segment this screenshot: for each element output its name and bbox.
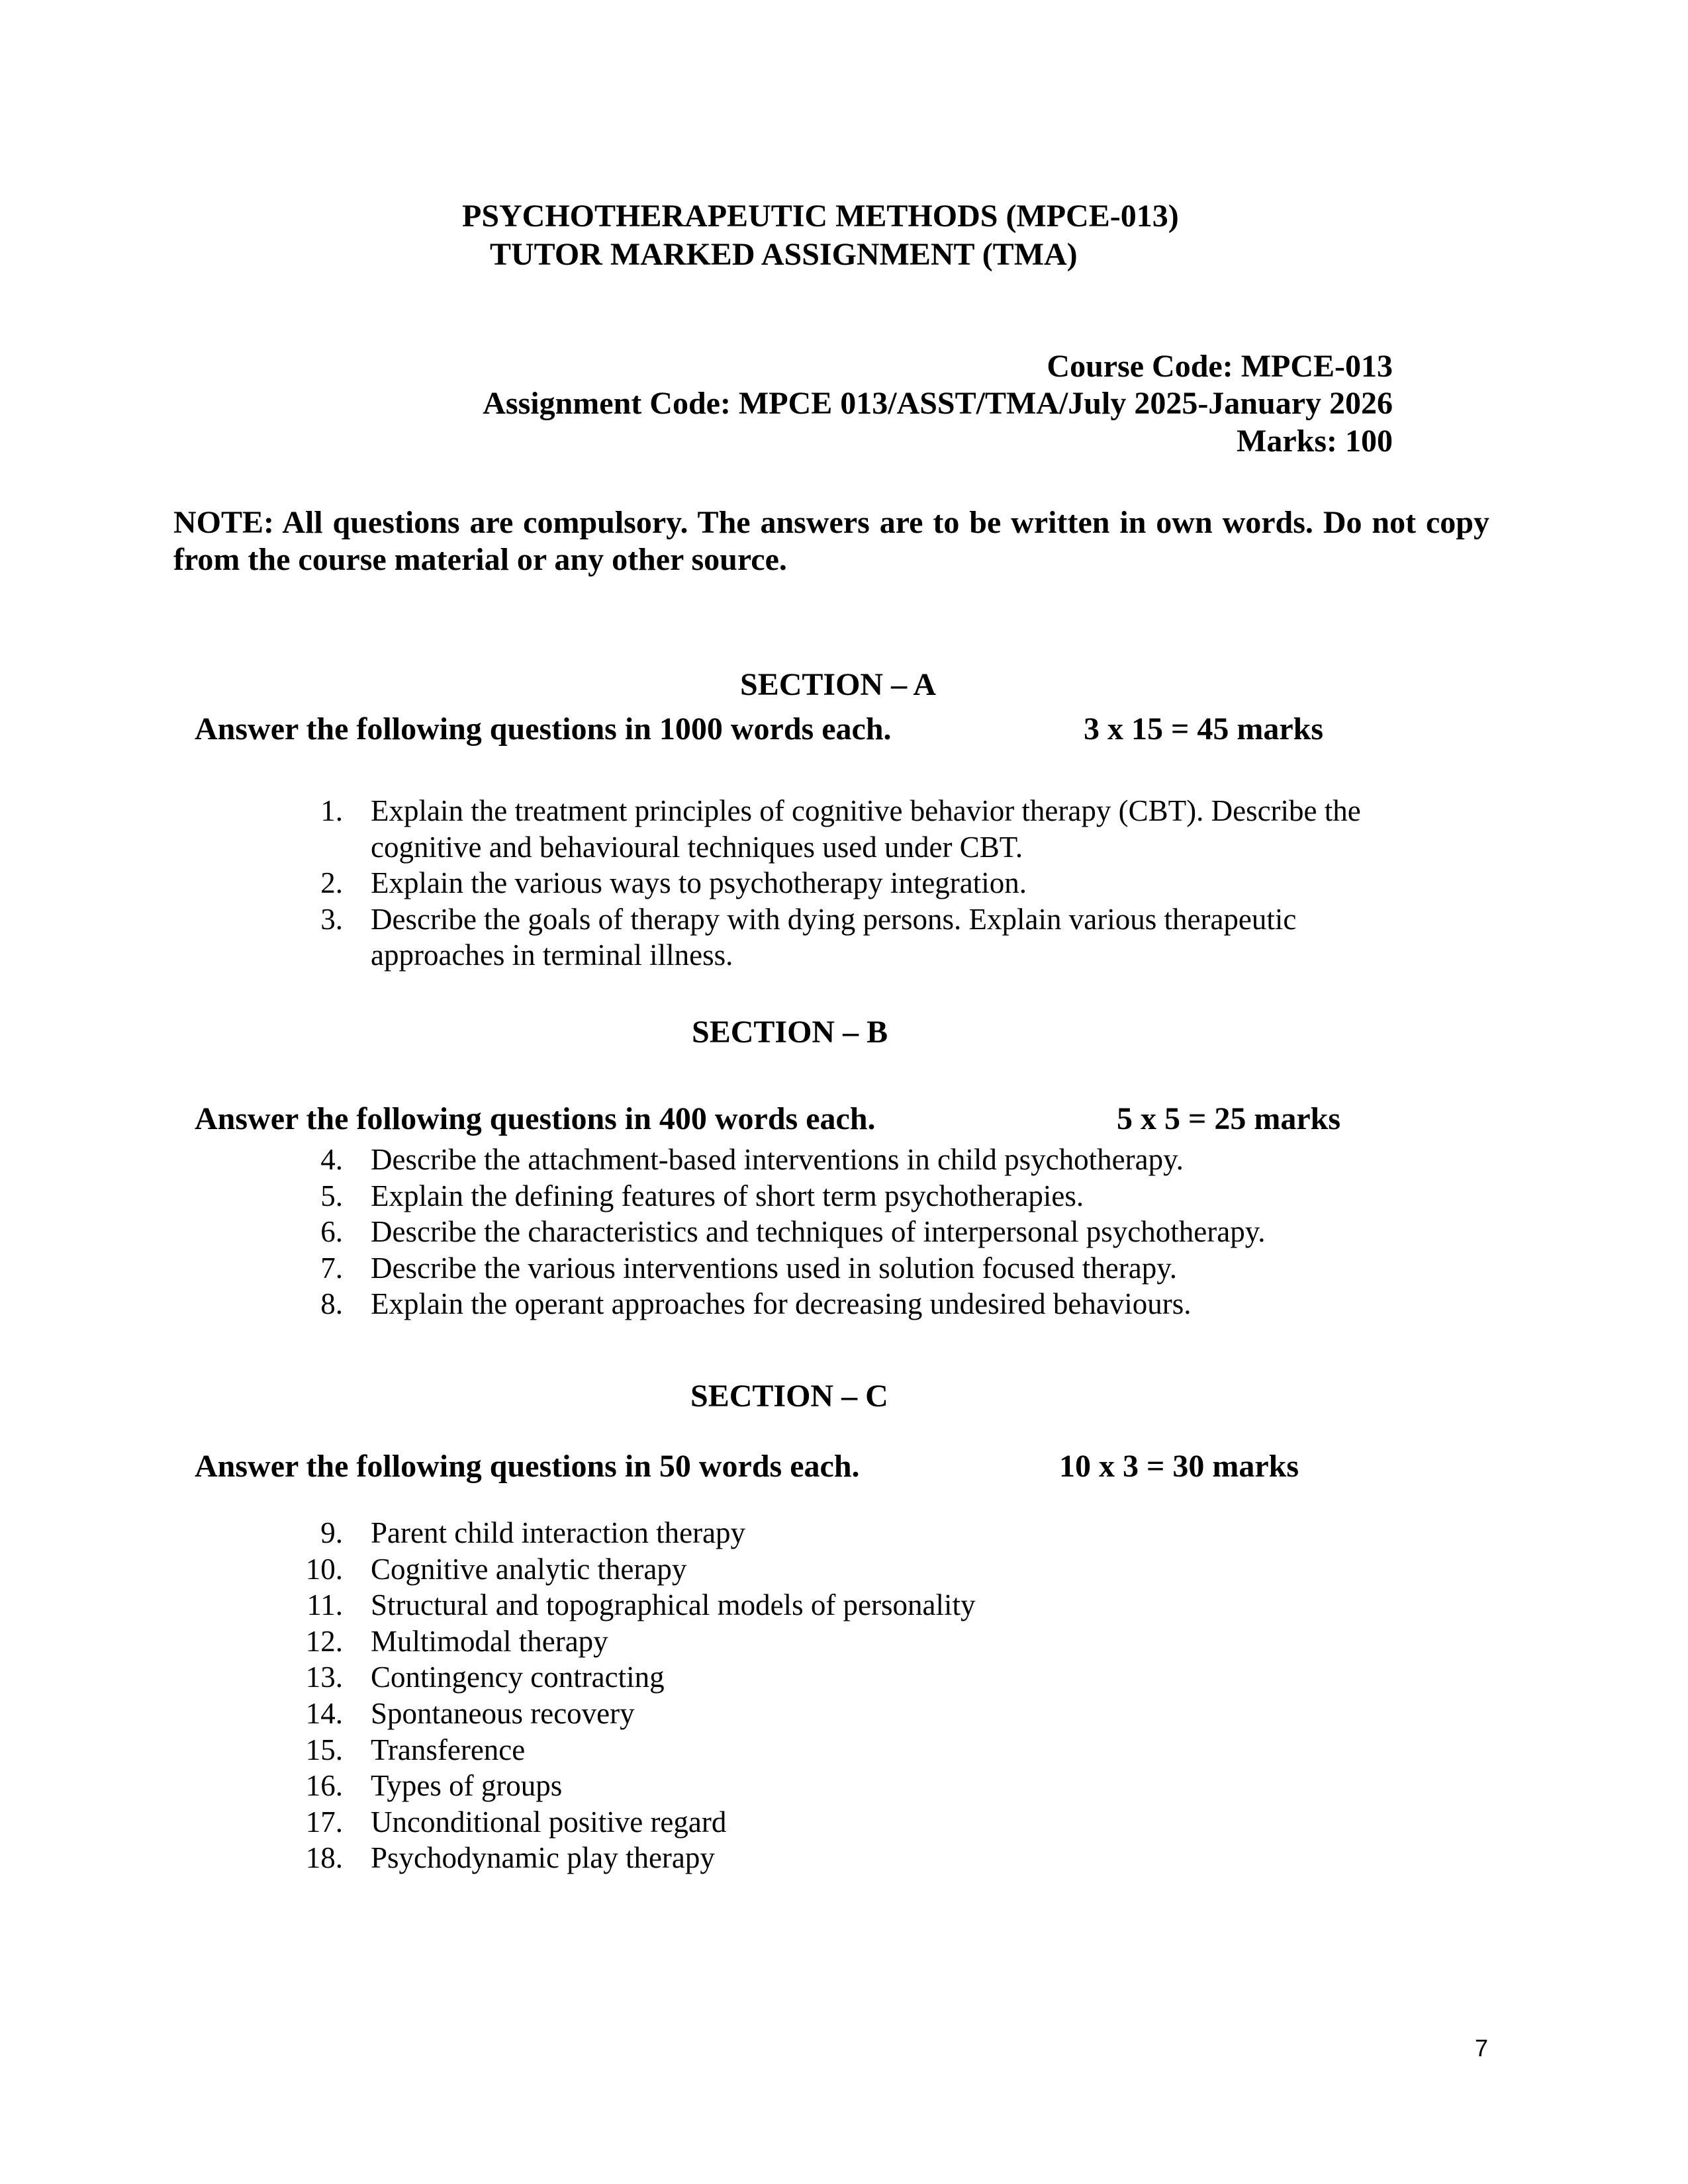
section-c-marks: 10 x 3 = 30 marks	[1059, 1449, 1299, 1484]
document-subtitle: TUTOR MARKED ASSIGNMENT (TMA)	[490, 237, 1078, 272]
question-text: Parent child interaction therapy	[371, 1516, 746, 1549]
question-number: 5.	[320, 1179, 343, 1212]
question-number: 17.	[305, 1805, 343, 1839]
question-text: Explain the various ways to psychotherapy integration.	[371, 866, 1027, 900]
marks-total: Marks: 100	[1237, 424, 1393, 459]
question-number: 11.	[306, 1588, 343, 1622]
section-c-title: SECTION – C	[690, 1379, 888, 1414]
question-text: Types of groups	[371, 1769, 563, 1803]
document-title: PSYCHOTHERAPEUTIC METHODS (MPCE-013)	[462, 199, 1179, 234]
question-text: Explain the defining features of short term psychotherapies.	[371, 1179, 1084, 1212]
assignment-code: Assignment Code: MPCE 013/ASST/TMA/July 2025-January 2026	[483, 386, 1393, 421]
section-b-title: SECTION – B	[692, 1015, 888, 1050]
course-code: Course Code: MPCE-013	[1047, 349, 1393, 384]
question-text: Unconditional positive regard	[371, 1805, 727, 1839]
question-text: Structural and topographical models of personality	[371, 1588, 976, 1622]
question-number: 18.	[305, 1841, 343, 1875]
question-text: Cognitive analytic therapy	[371, 1552, 687, 1586]
question-number: 4.	[320, 1143, 343, 1176]
question-text: Describe the characteristics and techniques of interpersonal psychotherapy.	[371, 1215, 1266, 1249]
question-number: 2.	[320, 866, 343, 900]
question-number: 8.	[320, 1287, 343, 1321]
section-c-instruction: Answer the following questions in 50 words each.	[195, 1449, 860, 1484]
section-b-instruction: Answer the following questions in 400 words each.	[195, 1101, 876, 1136]
question-number: 3.	[320, 902, 343, 936]
question-text: Contingency contracting	[371, 1661, 665, 1694]
question-text: Transference	[371, 1733, 526, 1766]
note: NOTE: All questions are compulsory. The answers are to be written in own words. Do not copy from the course material or any other source.	[173, 505, 1489, 577]
page-number: 7	[1475, 2034, 1489, 2062]
question-text: Describe the attachment-based interventions in child psychotherapy.	[371, 1143, 1184, 1176]
section-b-marks: 5 x 5 = 25 marks	[1117, 1101, 1341, 1136]
section-a-instruction: Answer the following questions in 1000 words each.	[195, 711, 892, 747]
question-text: Explain the operant approaches for decreasing undesired behaviours.	[371, 1287, 1192, 1321]
question-number: 1.	[320, 794, 343, 827]
question-text: Spontaneous recovery	[371, 1697, 635, 1730]
question-text: Multimodal therapy	[371, 1624, 608, 1658]
section-a-title: SECTION – A	[740, 667, 937, 702]
question-number: 6.	[320, 1215, 343, 1249]
section-a-marks: 3 x 15 = 45 marks	[1084, 711, 1324, 747]
question-number: 7.	[320, 1251, 343, 1285]
question-text: Describe the various interventions used in solution focused therapy.	[371, 1251, 1178, 1285]
question-number: 14.	[305, 1697, 343, 1730]
question-number: 9.	[320, 1516, 343, 1549]
question-number: 10.	[305, 1552, 343, 1586]
question-number: 15.	[305, 1733, 343, 1766]
question-number: 16.	[305, 1769, 343, 1803]
question-text: Describe the goals of therapy with dying persons. Explain various therapeutic approaches in terminal illness.	[371, 902, 1297, 972]
question-text: Psychodynamic play therapy	[371, 1841, 715, 1875]
question-number: 13.	[305, 1661, 343, 1694]
question-number: 12.	[305, 1624, 343, 1658]
question-text: Explain the treatment principles of cognitive behavior therapy (CBT). Describe the cognitive and behavioural techniques used under CBT.	[371, 794, 1361, 864]
